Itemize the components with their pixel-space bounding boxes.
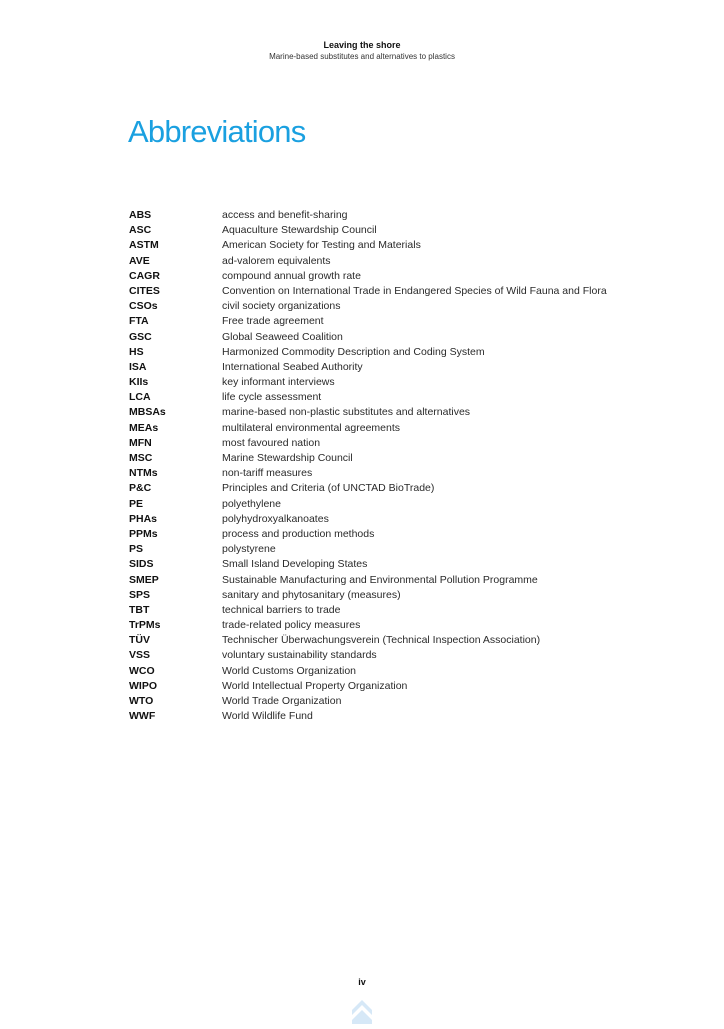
abbreviation-term: VSS (129, 649, 151, 662)
abbreviation-row (129, 451, 689, 466)
abbreviation-definition: technical barriers to trade (222, 603, 341, 616)
abbreviation-row (129, 436, 689, 451)
abbreviation-row (129, 405, 689, 420)
abbreviation-row (129, 573, 689, 588)
abbreviation-row (129, 557, 689, 572)
page-number: iv (358, 977, 366, 987)
abbreviation-term: WIPO (129, 679, 157, 692)
abbreviation-row (129, 466, 689, 481)
abbreviation-definition: voluntary sustainability standards (222, 649, 377, 662)
abbreviation-definition: polyethylene (222, 497, 281, 510)
abbreviation-definition: key informant interviews (222, 376, 335, 389)
abbreviation-term: TBT (129, 603, 150, 616)
abbreviation-row (129, 588, 689, 603)
abbreviation-definition: Global Seaweed Coalition (222, 330, 343, 343)
abbreviation-row (129, 664, 689, 679)
abbreviation-list (129, 208, 689, 724)
abbreviation-definition: sanitary and phytosanitary (measures) (222, 588, 401, 601)
abbreviation-term: HS (129, 345, 144, 358)
abbreviation-definition: Small Island Developing States (222, 558, 368, 571)
abbreviation-term: CAGR (129, 269, 160, 282)
abbreviation-term: ISA (129, 360, 147, 373)
abbreviation-row (129, 390, 689, 405)
abbreviation-row (129, 360, 689, 375)
abbreviation-definition: non-tariff measures (222, 467, 313, 480)
abbreviation-row (129, 223, 689, 238)
abbreviation-row (129, 375, 689, 390)
abbreviation-term: NTMs (129, 467, 158, 480)
abbreviation-row (129, 481, 689, 496)
abbreviation-row (129, 345, 689, 360)
abbreviation-definition: Technischer Überwachungsverein (Technical Inspection Association) (222, 634, 541, 647)
abbreviation-row (129, 254, 689, 269)
abbreviation-row (129, 603, 689, 618)
abbreviation-term: SIDS (129, 558, 154, 571)
running-header (0, 40, 724, 62)
abbreviation-term: MBSAs (129, 406, 166, 419)
abbreviation-definition: multilateral environmental agreements (222, 421, 401, 434)
abbreviation-term: AVE (129, 254, 150, 267)
abbreviation-row (129, 284, 689, 299)
abbreviation-definition: life cycle assessment (222, 391, 322, 404)
abbreviation-definition: American Society for Testing and Materials (222, 239, 421, 252)
abbreviation-definition: Sustainable Manufacturing and Environmental Pollution Programme (222, 573, 538, 586)
abbreviation-row (129, 299, 689, 314)
abbreviation-term: PPMs (129, 527, 158, 540)
header-subtitle: Marine-based substitutes and alternatives to plastics (269, 52, 455, 61)
abbreviation-definition: process and production methods (222, 527, 375, 540)
abbreviation-definition: civil society organizations (222, 300, 341, 313)
abbreviation-definition: compound annual growth rate (222, 269, 361, 282)
double-chevron-up-icon[interactable] (350, 996, 374, 1024)
abbreviation-term: MEAs (129, 421, 159, 434)
abbreviation-definition: ad-valorem equivalents (222, 254, 331, 267)
abbreviation-row (129, 512, 689, 527)
abbreviation-row (129, 542, 689, 557)
abbreviation-row (129, 648, 689, 663)
abbreviation-row (129, 709, 689, 724)
abbreviation-term: FTA (129, 315, 149, 328)
abbreviation-definition: most favoured nation (222, 436, 321, 449)
abbreviation-row (129, 694, 689, 709)
abbreviation-row (129, 618, 689, 633)
abbreviation-definition: Aquaculture Stewardship Council (222, 224, 377, 237)
abbreviation-term: KIIs (129, 376, 149, 389)
abbreviation-definition: International Seabed Authority (222, 360, 363, 373)
abbreviation-term: P&C (129, 482, 152, 495)
abbreviation-term: SPS (129, 588, 151, 601)
abbreviation-row (129, 208, 689, 223)
header-title: Leaving the shore (323, 40, 401, 50)
abbreviation-row (129, 238, 689, 253)
abbreviation-definition: Marine Stewardship Council (222, 452, 353, 464)
abbreviation-row (129, 421, 689, 436)
abbreviation-definition: World Intellectual Property Organization (222, 679, 408, 692)
abbreviation-row (129, 633, 689, 648)
abbreviation-definition: polystyrene (222, 543, 276, 556)
abbreviation-term: WCO (129, 664, 155, 677)
abbreviation-row (129, 497, 689, 512)
abbreviation-term: TÜV (129, 634, 150, 647)
abbreviation-definition: World Customs Organization (222, 664, 357, 677)
abbreviation-term: LCA (129, 391, 151, 404)
abbreviation-definition: trade-related policy measures (222, 619, 361, 632)
abbreviation-term: MSC (129, 452, 153, 464)
abbreviation-term: SMEP (129, 573, 159, 586)
abbreviation-definition: polyhydroxyalkanoates (222, 512, 329, 525)
abbreviation-term: ABS (129, 209, 152, 221)
abbreviation-row (129, 314, 689, 329)
page-title: Abbreviations (128, 114, 306, 149)
abbreviation-term: WTO (129, 695, 154, 707)
abbreviation-row (129, 679, 689, 694)
abbreviation-term: TrPMs (129, 619, 161, 632)
abbreviation-term: PS (129, 543, 144, 556)
abbreviation-term: PHAs (129, 512, 158, 525)
abbreviation-definition: marine-based non-plastic substitutes and alternatives (222, 406, 471, 419)
abbreviation-row (129, 269, 689, 284)
abbreviation-definition: access and benefit-sharing (222, 209, 348, 221)
abbreviation-term: ASC (129, 224, 152, 237)
abbreviation-definition: Harmonized Commodity Description and Coding System (222, 345, 485, 358)
abbreviation-definition: Free trade agreement (222, 315, 324, 328)
abbreviation-term: CSOs (129, 300, 158, 313)
abbreviation-term: CITES (129, 284, 160, 297)
abbreviation-term: GSC (129, 330, 152, 343)
abbreviation-row (129, 527, 689, 542)
abbreviation-term: WWF (129, 710, 156, 723)
abbreviation-definition: Principles and Criteria (of UNCTAD BioTrade) (222, 482, 435, 495)
abbreviation-row (129, 330, 689, 345)
abbreviation-term: ASTM (129, 239, 159, 252)
abbreviation-definition: Convention on International Trade in Endangered Species of Wild Fauna and Flora (222, 284, 607, 297)
abbreviation-definition: World Trade Organization (222, 695, 342, 707)
abbreviation-term: PE (129, 497, 144, 510)
abbreviation-definition: World Wildlife Fund (222, 710, 313, 723)
abbreviation-term: MFN (129, 436, 152, 449)
